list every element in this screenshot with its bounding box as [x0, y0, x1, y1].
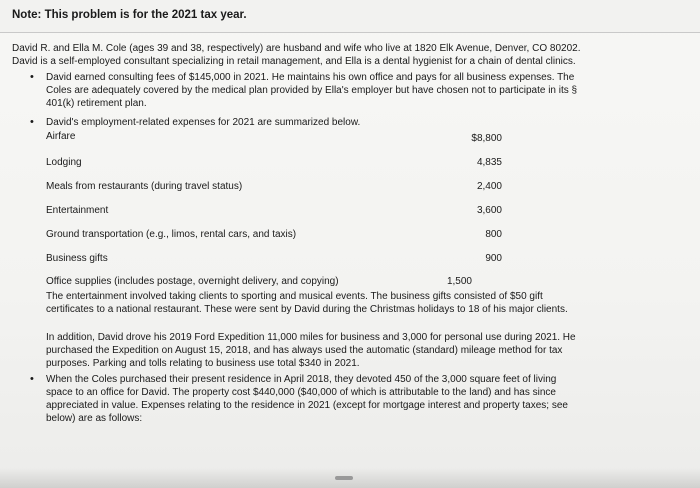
bullet-text: appreciated in value. Expenses relating to the residence in 2021 (except for mortgage interest and property taxes; see	[46, 400, 568, 411]
entertainment-note: certificates to a national restaurant. These were sent by David during the Christmas holidays to 18 of his major clients.	[46, 304, 568, 315]
expense-label: Airfare	[46, 131, 76, 142]
intro-line: David is a self-employed consultant specializing in retail management, and Ella is a dental hygienist for a chain of dental clinics.	[12, 56, 576, 67]
expense-label: Business gifts	[46, 253, 108, 264]
expense-value: $8,800	[471, 133, 502, 144]
note-text: Note: This problem is for the 2021 tax year.	[12, 9, 247, 21]
expense-label: Lodging	[46, 157, 82, 168]
entertainment-note: The entertainment involved taking clients to sporting and musical events. The business gifts consisted of $50 gift	[46, 291, 543, 302]
bullet-text: below) are as follows:	[46, 413, 143, 424]
bullet-marker: •	[30, 373, 34, 385]
expense-value: 3,600	[476, 205, 502, 216]
bullet-text: 401(k) retirement plan.	[46, 98, 147, 109]
expense-value: 1,500	[446, 276, 472, 287]
expense-value: 2,400	[476, 181, 502, 192]
expense-value: 900	[485, 253, 502, 264]
bullet-text: Coles are adequately covered by the medical plan provided by Ella's employer but have chosen not to participate in its §	[46, 85, 578, 96]
expedition-paragraph: purposes. Parking and tolls relating to business use total $340 in 2021.	[46, 358, 360, 369]
expense-value: 800	[485, 229, 502, 240]
note-header	[0, 0, 700, 33]
intro-line: David R. and Ella M. Cole (ages 39 and 38, respectively) are husband and wife who live at 1820 Elk Avenue, Denver, CO 80202.	[12, 43, 581, 54]
expense-label: Meals from restaurants (during travel status)	[46, 181, 243, 192]
expense-value: 4,835	[476, 157, 502, 168]
expedition-paragraph: In addition, David drove his 2019 Ford Expedition 11,000 miles for business and 3,000 for personal use during 2021. He	[46, 332, 576, 343]
bullet-marker: •	[30, 71, 34, 83]
expense-label: Ground transportation (e.g., limos, rental cars, and taxis)	[46, 229, 297, 240]
bullet-text: When the Coles purchased their present residence in April 2018, they devoted 450 of the 3,000 square feet of living	[46, 374, 557, 385]
bullet-text: space to an office for David. The property cost $440,000 ($40,000 of which is attributable to the land) and has since	[46, 387, 556, 398]
bullet-text: David's employment-related expenses for 2021 are summarized below.	[46, 117, 361, 128]
expedition-paragraph: purchased the Expedition on August 15, 2018, and has always used the automatic (standard) mileage method for tax	[46, 345, 563, 356]
expense-label: Office supplies (includes postage, overnight delivery, and copying)	[46, 276, 339, 287]
bullet-text: David earned consulting fees of $145,000 in 2021. He maintains his own office and pays for all business expenses. The	[46, 72, 575, 83]
bullet-marker: •	[30, 116, 34, 128]
scroll-indicator[interactable]	[335, 476, 353, 480]
expense-label: Entertainment	[46, 205, 109, 216]
